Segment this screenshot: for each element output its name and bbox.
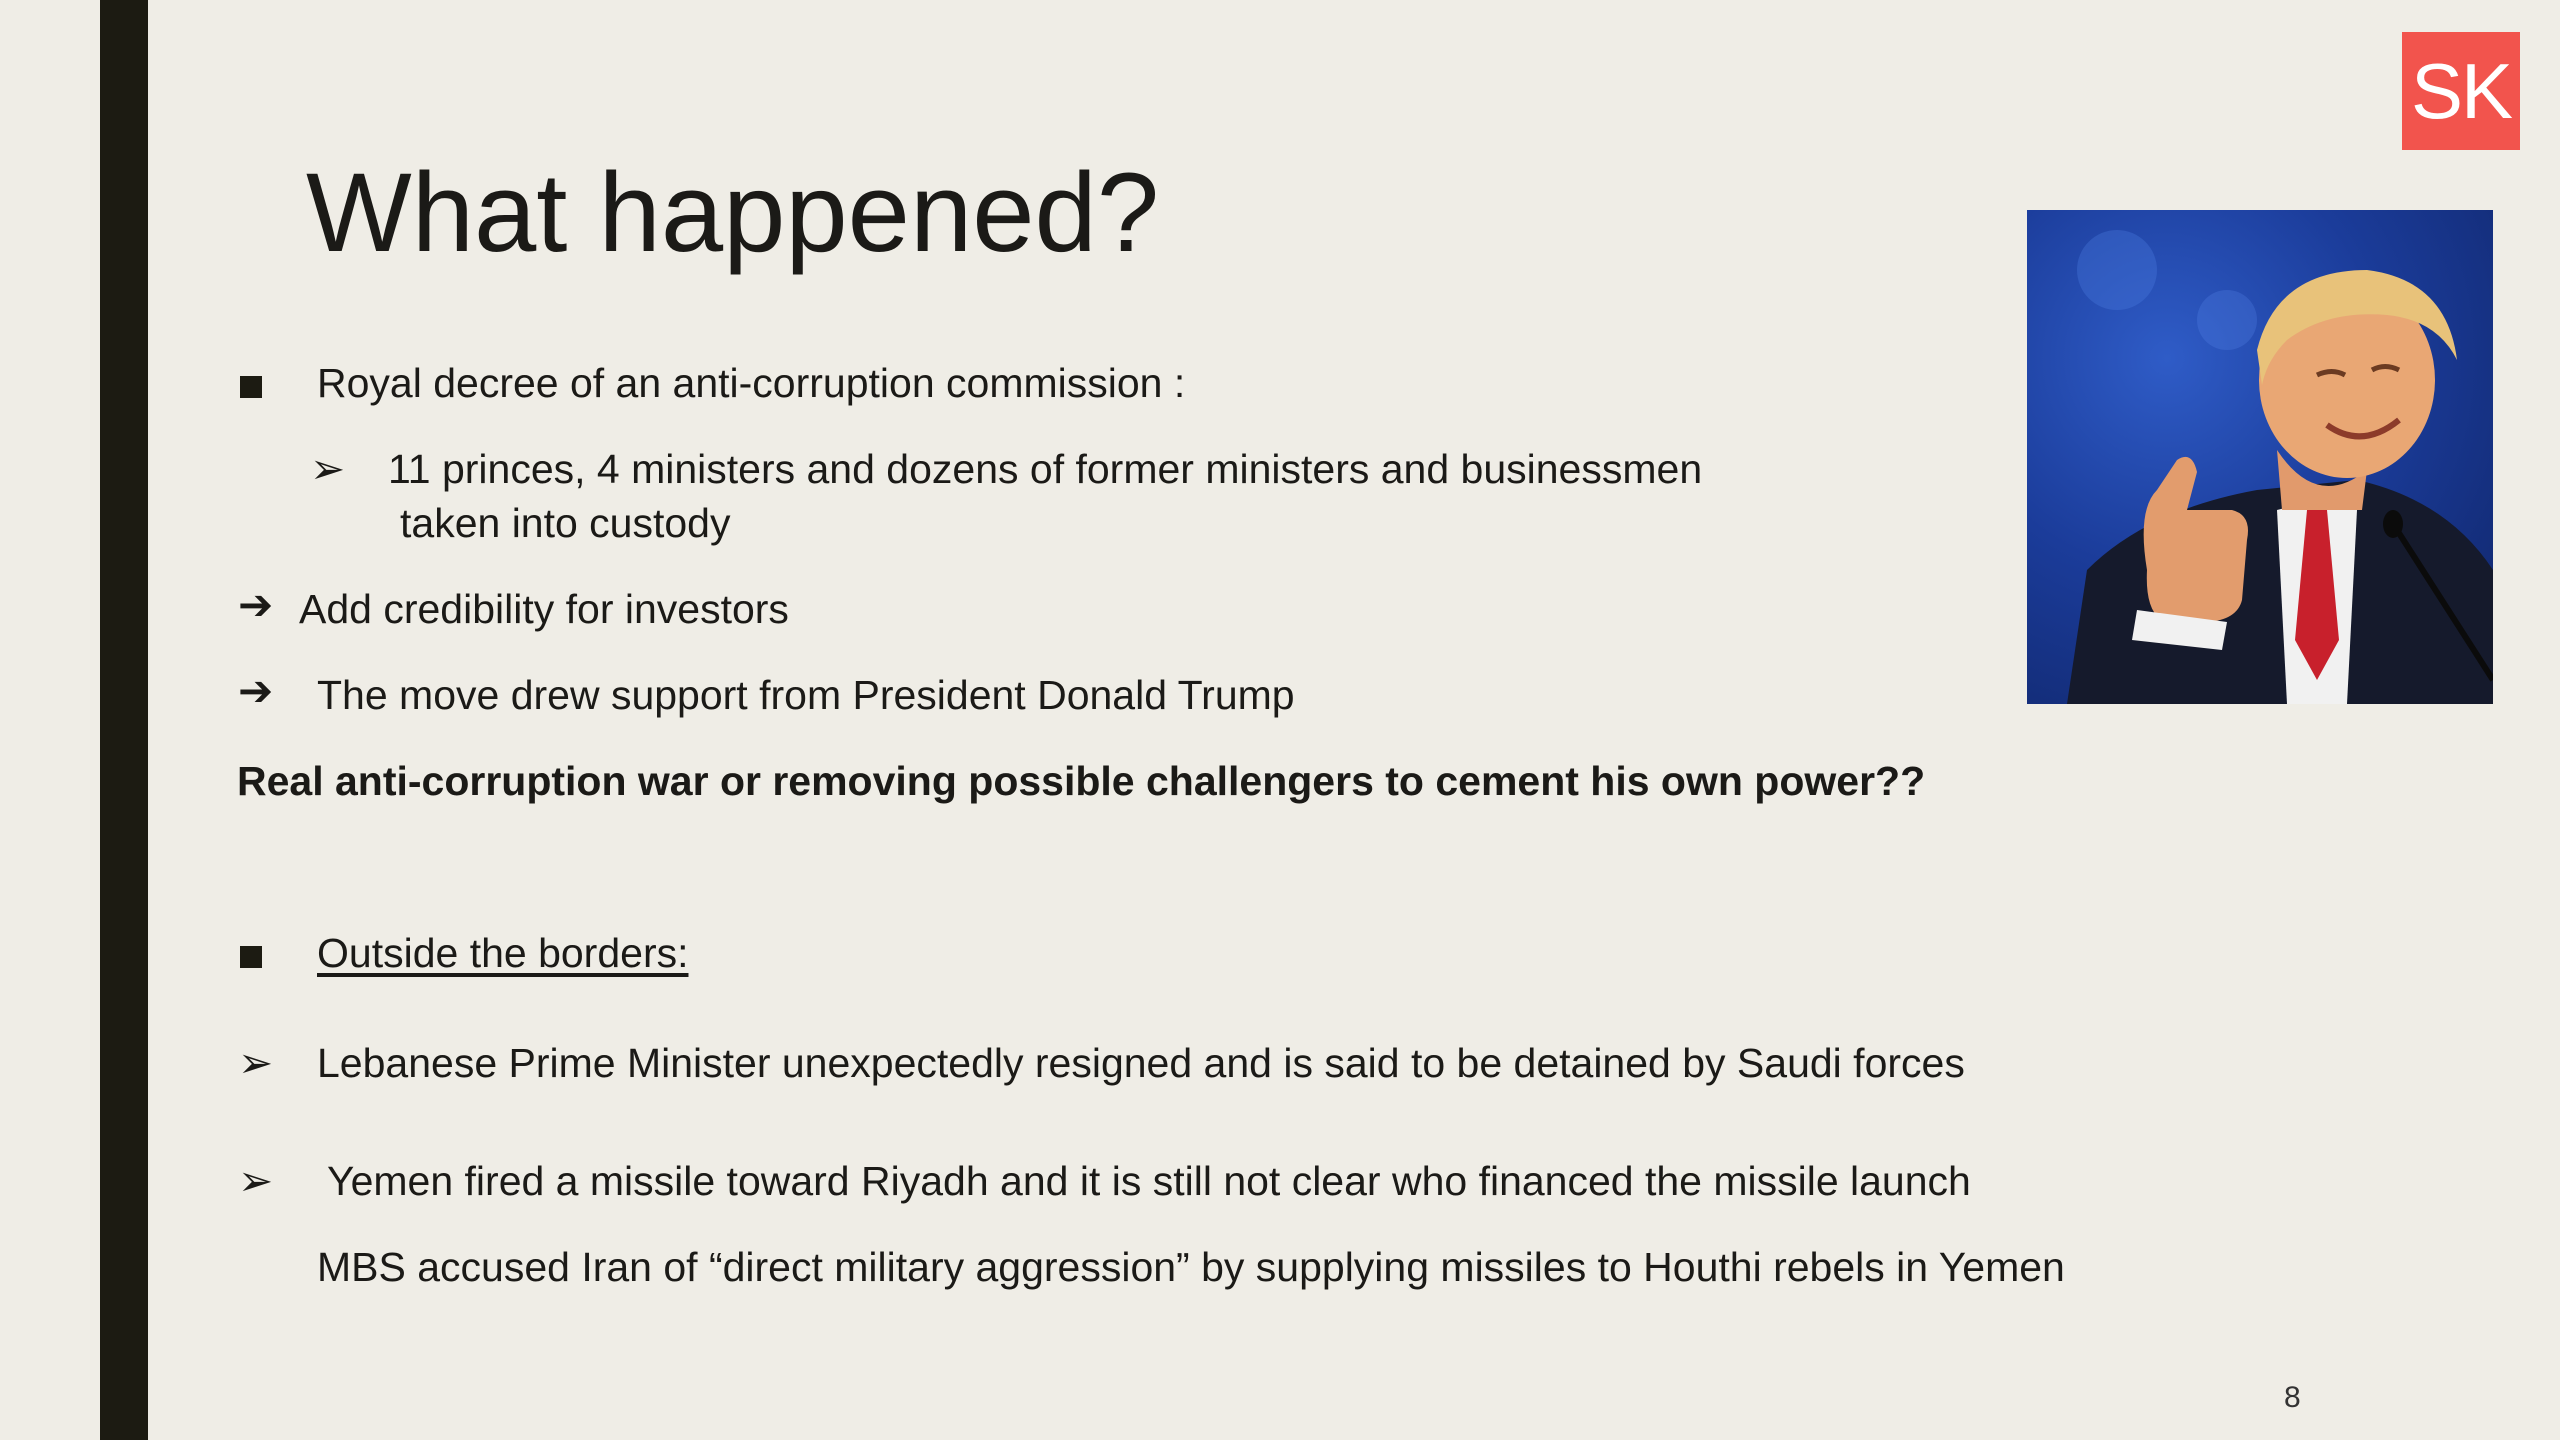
bullet-royal-decree: Royal decree of an anti-corruption commission :: [317, 360, 1186, 406]
slide-title: What happened?: [306, 150, 1160, 275]
page-number: 8: [2284, 1381, 2301, 1414]
sub-bullet-lebanese-pm: Lebanese Prime Minister unexpectedly resigned and is said to be detained by Saudi forces: [317, 1040, 1965, 1086]
bullet-outside-borders: Outside the borders:: [317, 930, 689, 976]
square-bullet-icon: [240, 376, 262, 398]
arrow-trump-support: The move drew support from President Donald Trump: [317, 672, 1295, 718]
photo-man-thumbs-up: [2027, 210, 2493, 704]
arrowhead-bullet-icon: ➢: [238, 1039, 274, 1086]
arrow-credibility: Add credibility for investors: [299, 586, 789, 632]
left-accent-bar: [100, 0, 148, 1440]
sub-bullet-princes-line2: taken into custody: [400, 500, 731, 546]
sk-logo: SK: [2402, 32, 2520, 150]
arrowhead-bullet-icon: ➢: [238, 1157, 274, 1204]
right-arrow-icon: ➔: [238, 581, 274, 628]
photo-illustration: [2027, 210, 2493, 704]
right-arrow-icon: ➔: [238, 667, 274, 714]
sub-bullet-yemen-missile: Yemen fired a missile toward Riyadh and it is still not clear who financed the missile launch: [327, 1158, 1971, 1204]
question-anti-corruption: Real anti-corruption war or removing possible challengers to cement his own power??: [237, 758, 1926, 804]
sub-bullet-princes-line1: 11 princes, 4 ministers and dozens of former ministers and businessmen: [388, 446, 1703, 492]
sub-bullet-mbs-accused: MBS accused Iran of “direct military aggression” by supplying missiles to Houthi rebels in Yemen: [317, 1244, 2065, 1290]
square-bullet-icon: [240, 946, 262, 968]
arrowhead-bullet-icon: ➢: [310, 445, 346, 492]
